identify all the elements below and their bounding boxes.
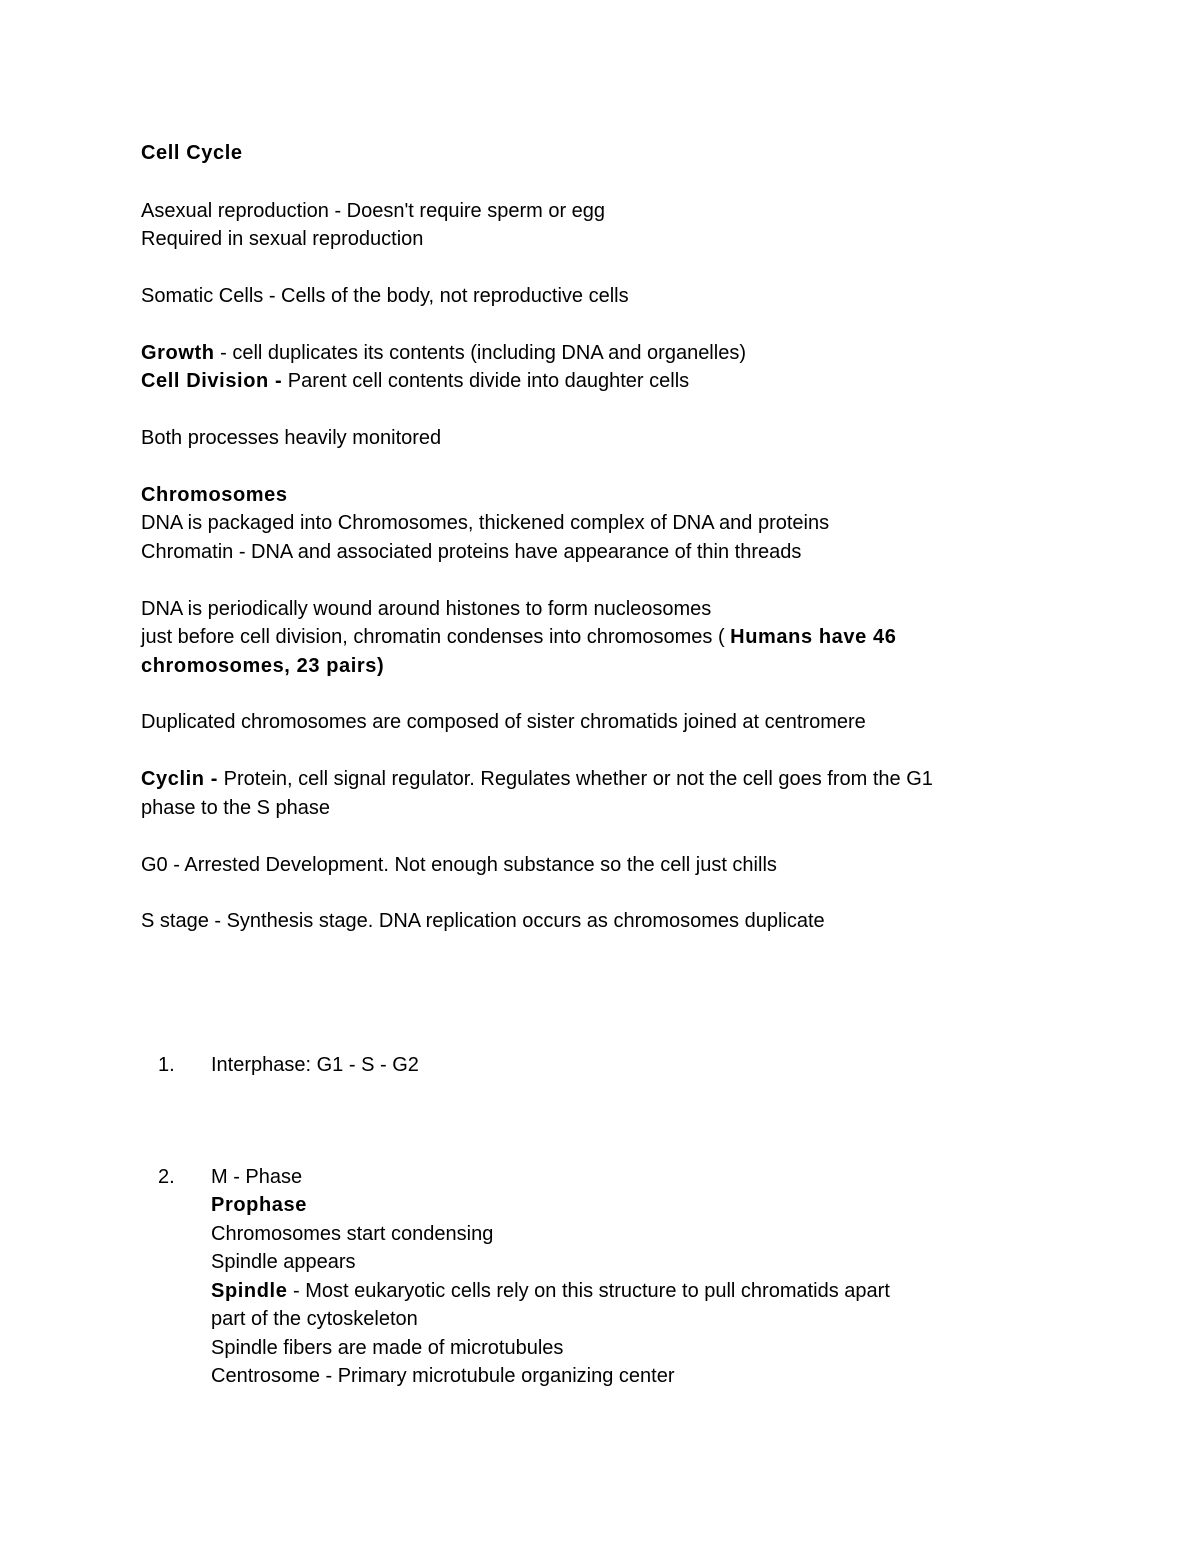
spindle-appears-line: Spindle appears [211, 1251, 356, 1273]
list-item-2-number: 2. [158, 1166, 175, 1188]
cell-division-line [141, 367, 689, 395]
page-title: Cell Cycle [141, 142, 243, 164]
somatic-line: Somatic Cells - Cells of the body, not reproductive cells [141, 285, 629, 307]
growth-line [141, 339, 746, 367]
cyclin-term: Cyclin - [141, 768, 219, 790]
cell-division-definition: Parent cell contents divide into daughter cells [282, 370, 690, 392]
dna-wound-line: DNA is periodically wound around histones to form nucleosomes [141, 598, 712, 620]
cytoskeleton-line: part of the cytoskeleton [211, 1308, 418, 1330]
list-item-2-text: M - Phase [211, 1166, 303, 1188]
spindle-term: Spindle [211, 1280, 288, 1302]
growth-definition: - cell duplicates its contents (including DNA and organelles) [214, 342, 746, 364]
chromatin-line: Chromatin - DNA and associated proteins have appearance of thin threads [141, 541, 802, 563]
list-item-1-text: Interphase: G1 - S - G2 [211, 1054, 419, 1076]
humans-count-part2: chromosomes, 23 pairs) [141, 655, 385, 677]
duplicated-line: Duplicated chromosomes are composed of sister chromatids joined at centromere [141, 711, 866, 733]
spindle-definition: - Most eukaryotic cells rely on this structure to pull chromatids apart [287, 1280, 890, 1302]
s-stage-line: S stage - Synthesis stage. DNA replication occurs as chromosomes duplicate [141, 910, 825, 932]
humans-count-part1: Humans have 46 [730, 626, 897, 648]
list-item-1-number: 1. [158, 1054, 175, 1076]
chromosomes-heading: Chromosomes [141, 484, 288, 506]
spindle-line [211, 1277, 890, 1305]
chromosomes-condensing-line: Chromosomes start condensing [211, 1223, 494, 1245]
asexual-line: Asexual reproduction - Doesn't require sperm or egg [141, 200, 606, 222]
spindle-fibers-line: Spindle fibers are made of microtubules [211, 1337, 564, 1359]
required-line: Required in sexual reproduction [141, 228, 424, 250]
centrosome-line: Centrosome - Primary microtubule organizing center [211, 1365, 675, 1387]
g0-line: G0 - Arrested Development. Not enough substance so the cell just chills [141, 854, 777, 876]
before-division-line: just before cell division, chromatin condenses into chromosomes ( Humans have 46 [141, 626, 897, 648]
cell-division-term: Cell Division - [141, 370, 283, 392]
cyclin-line [141, 765, 933, 793]
dna-packaged-line: DNA is packaged into Chromosomes, thickened complex of DNA and proteins [141, 512, 830, 534]
cyclin-continuation: phase to the S phase [141, 797, 331, 819]
cyclin-definition: Protein, cell signal regulator. Regulates whether or not the cell goes from the G1 [218, 768, 933, 790]
both-processes-line: Both processes heavily monitored [141, 427, 442, 449]
prophase-heading: Prophase [211, 1194, 307, 1216]
growth-term: Growth [141, 342, 215, 364]
